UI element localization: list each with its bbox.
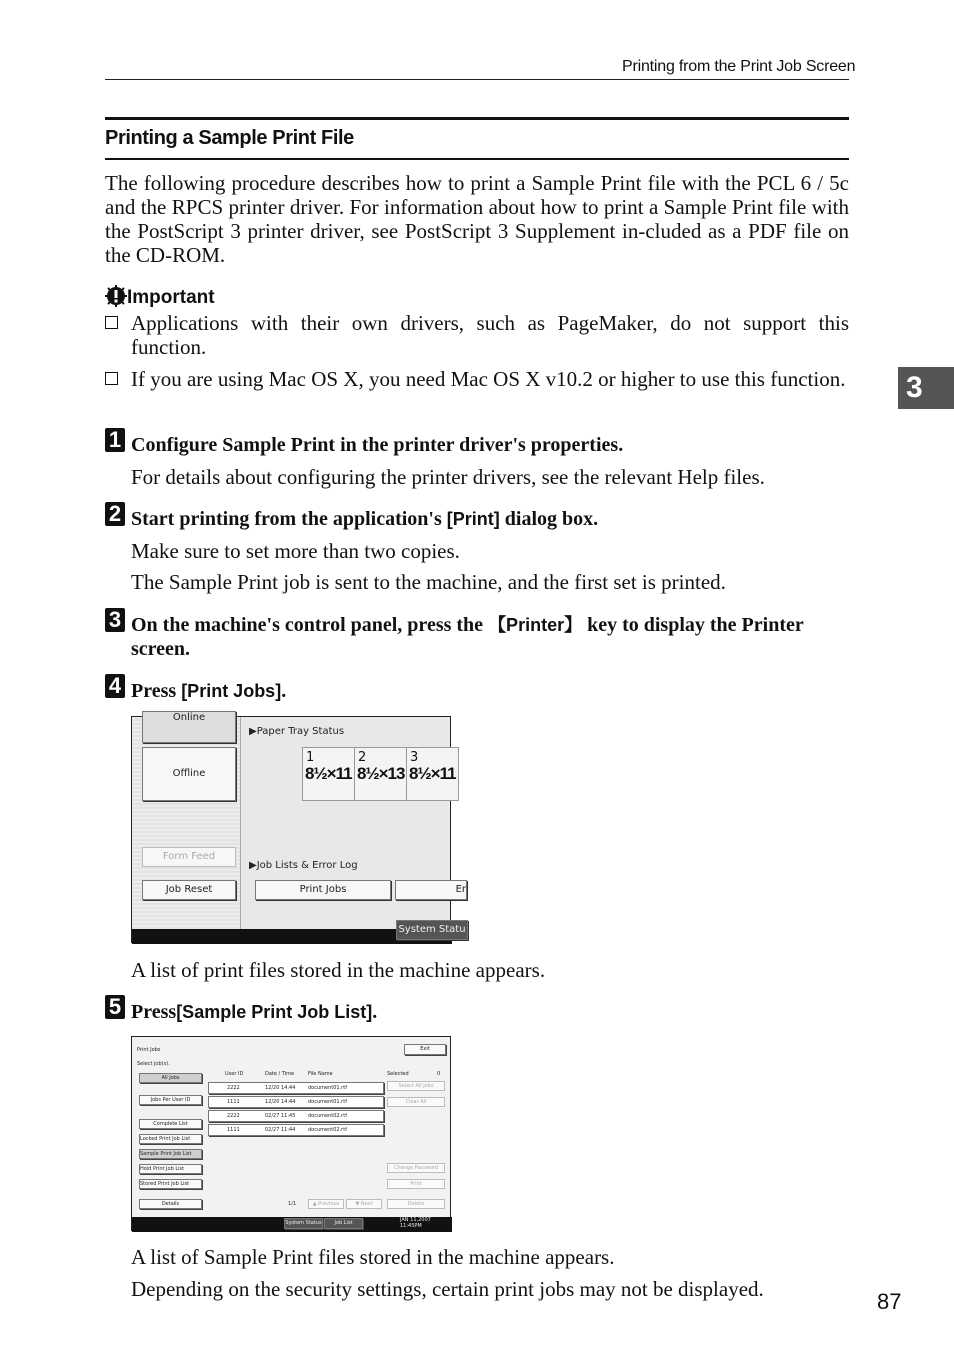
checkbox-icon bbox=[105, 372, 118, 385]
important-item: Applications with their own drivers, such as PageMaker, do not support this function. bbox=[105, 311, 849, 359]
important-icon bbox=[105, 285, 127, 307]
step-4-body: A list of print files stored in the machine appears. bbox=[131, 958, 546, 982]
stored-list-button[interactable]: Stored Print Job List bbox=[139, 1179, 202, 1189]
step-5-title: Press[Sample Print Job List]. bbox=[131, 1001, 378, 1023]
section-rule-bottom bbox=[105, 158, 849, 160]
job-list-button[interactable]: Job List bbox=[324, 1218, 363, 1229]
print-button[interactable]: Print bbox=[387, 1179, 445, 1189]
next-button[interactable]: ▼ Next bbox=[346, 1199, 382, 1209]
column-file-name: File Name bbox=[308, 1071, 333, 1077]
important-item: If you are using Mac OS X, you need Mac OS X v10.2 or higher to use this function. bbox=[105, 367, 849, 391]
checkbox-icon bbox=[105, 316, 118, 329]
header-rule bbox=[105, 79, 849, 80]
step-4-title: Press [Print Jobs]. bbox=[131, 680, 287, 702]
tray-3: 3 8½×11 bbox=[406, 747, 459, 801]
screen-title: Print Jobs bbox=[137, 1047, 161, 1053]
details-button[interactable]: Details bbox=[139, 1199, 202, 1209]
print-jobs-screenshot bbox=[131, 1036, 451, 1231]
locked-list-button[interactable]: Locked Print Job List bbox=[139, 1134, 202, 1144]
exit-button[interactable]: Exit bbox=[404, 1044, 446, 1055]
online-button[interactable]: Online bbox=[142, 711, 236, 743]
job-reset-button[interactable]: Job Reset bbox=[142, 880, 236, 900]
all-jobs-button[interactable]: All Jobs bbox=[139, 1073, 202, 1083]
step-2-title: Start printing from the application's [Print] dialog box. bbox=[131, 508, 599, 530]
system-status-button[interactable]: System Statu bbox=[396, 920, 468, 940]
table-row[interactable]: 1111 12/20 14:44 document01.rtf bbox=[208, 1096, 384, 1108]
step-5-body: A list of Sample Print files stored in the machine appears. bbox=[131, 1245, 615, 1269]
section-title: Printing a Sample Print File bbox=[105, 127, 354, 149]
time-display: 11:45PM bbox=[400, 1223, 422, 1229]
error-log-button[interactable]: Er bbox=[395, 880, 467, 900]
step-number-4: 4 bbox=[105, 674, 125, 698]
system-status-button[interactable]: System Status bbox=[284, 1218, 323, 1229]
table-row[interactable]: 1111 02/27 11:44 document02.rtf bbox=[208, 1124, 384, 1136]
job-lists-label: ▶Job Lists & Error Log bbox=[249, 860, 358, 871]
tray-2: 2 8½×13 bbox=[354, 747, 407, 801]
step-number-5: 5 bbox=[105, 995, 125, 1019]
form-feed-button[interactable]: Form Feed bbox=[142, 847, 236, 867]
previous-button[interactable]: ▲ Previous bbox=[308, 1199, 344, 1209]
step-number-3: 3 bbox=[105, 608, 125, 632]
page-indicator: 1/1 bbox=[288, 1201, 297, 1207]
column-date-time: Date / Time bbox=[265, 1071, 295, 1077]
step-number-2: 2 bbox=[105, 502, 125, 526]
select-jobs-label: Select job(s). bbox=[137, 1061, 170, 1067]
change-password-button[interactable]: Change Password bbox=[387, 1163, 445, 1173]
delete-button[interactable]: Delete bbox=[387, 1199, 445, 1209]
hold-list-button[interactable]: Hold Print Job List bbox=[139, 1164, 202, 1174]
offline-button[interactable]: Offline bbox=[142, 747, 236, 801]
step-1-body: For details about configuring the printer drivers, see the relevant Help files. bbox=[131, 465, 765, 489]
step-5-body: Depending on the security settings, certain print jobs may not be displayed. bbox=[131, 1277, 764, 1301]
intro-paragraph: The following procedure describes how to print a Sample Print file with the PCL 6 / 5c and the RPCS printer driver. For information about how to print a Sample Print file with the PostScript 3 printer driver, see PostScript 3 Supplement in-cluded as a PDF file on the CD-ROM. bbox=[105, 171, 849, 267]
step-2-body: Make sure to set more than two copies. bbox=[131, 539, 460, 563]
step-2-body: The Sample Print job is sent to the machine, and the first set is printed. bbox=[131, 570, 726, 594]
page-number: 87 bbox=[877, 1289, 902, 1314]
tray-1: 1 8½×11 bbox=[302, 747, 355, 801]
table-row[interactable]: 2222 12/20 14:44 document01.rtf bbox=[208, 1082, 384, 1094]
sample-list-button[interactable]: Sample Print Job List bbox=[139, 1149, 202, 1159]
complete-list-button[interactable]: Complete List bbox=[139, 1119, 202, 1129]
chapter-tab: 3 bbox=[898, 367, 954, 409]
important-label: Important bbox=[127, 287, 215, 308]
select-all-button[interactable]: Select All Jobs bbox=[387, 1081, 445, 1091]
clear-all-button[interactable]: Clear All bbox=[387, 1097, 445, 1107]
running-head: Printing from the Print Job Screen bbox=[622, 58, 856, 75]
step-number-1: 1 bbox=[105, 428, 125, 452]
date-display: JAN 11,2007 bbox=[400, 1217, 431, 1223]
section-rule-top bbox=[105, 117, 849, 120]
print-jobs-button[interactable]: Print Jobs bbox=[255, 880, 391, 900]
column-user-id: User ID bbox=[225, 1071, 244, 1077]
important-heading bbox=[105, 285, 215, 309]
selected-count: 0 bbox=[437, 1071, 441, 1077]
table-row[interactable]: 2222 02/27 11:45 document02.rtf bbox=[208, 1110, 384, 1122]
selected-label: Selected bbox=[387, 1071, 409, 1077]
paper-tray-status-label: ▶Paper Tray Status bbox=[249, 726, 345, 737]
step-1-title: Configure Sample Print in the printer driver's properties. bbox=[131, 434, 624, 456]
jobs-per-user-button[interactable]: Jobs Per User ID bbox=[139, 1095, 202, 1105]
printer-screen-screenshot bbox=[131, 712, 466, 943]
step-3-title: On the machine's control panel, press the 【Printer】 key to display the Printer screen. bbox=[131, 614, 804, 660]
